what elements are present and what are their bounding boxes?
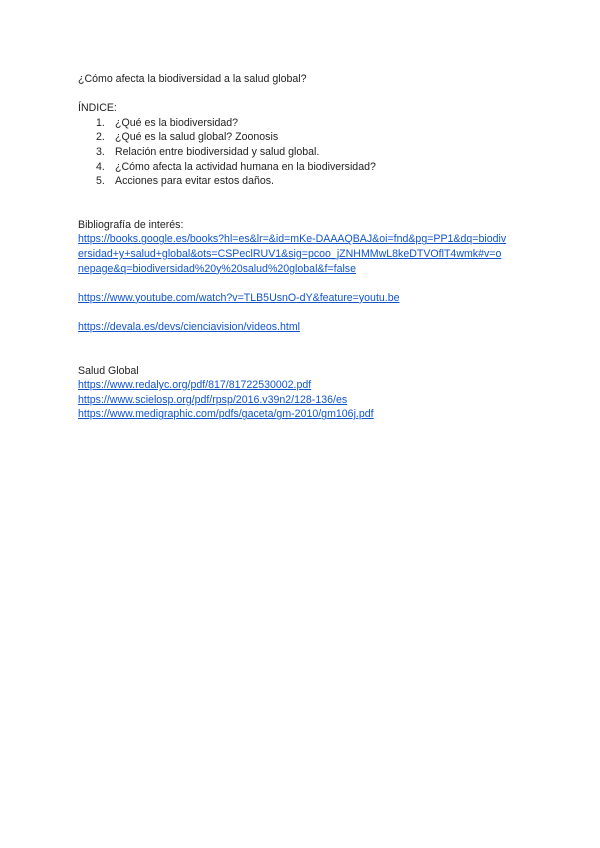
index-item-number: 5. [96,175,105,188]
index-item [78,174,548,189]
document-body [78,72,548,422]
index-list [78,116,548,189]
index-heading: ÍNDICE: [78,102,117,115]
medigraphic-link[interactable]: https://www.medigraphic.com/pdfs/gaceta/gm-2010/gm106j.pdf [78,408,374,421]
index-item-text: ¿Qué es la biodiversidad? [115,116,239,129]
google-books-link-line-2[interactable] [78,247,548,262]
index-item-number: 2. [96,131,105,144]
google-books-link-part-3[interactable]: nepage&q=biodiversidad%20y%20salud%20global&f=false [78,262,356,275]
google-books-link-line-1[interactable] [78,232,548,247]
index-item [78,145,548,160]
index-item-text: ¿Cómo afecta la actividad humana en la biodiversidad? [115,160,376,173]
redalyc-link[interactable]: https://www.redalyc.org/pdf/817/81722530002.pdf [78,379,312,392]
youtube-link[interactable]: https://www.youtube.com/watch?v=TLB5UsnO-dY&feature=youtu.be [78,291,400,304]
index-item [78,116,548,131]
index-item [78,160,548,175]
index-item-text: ¿Qué es la salud global? Zoonosis [115,131,279,144]
salud-global-heading: Salud Global [78,364,139,377]
bibliography-heading: Bibliografía de interés: [78,218,184,231]
google-books-link-part-1[interactable]: https://books.google.es/books?hl=es&lr=&id=mKe-DAAAQBAJ&oi=fnd&pg=PP1&dq=biodiv [78,233,507,246]
google-books-link-line-3[interactable] [78,262,548,277]
devala-link[interactable]: https://devala.es/devs/cienciavision/videos.html [78,320,300,333]
index-item-number: 1. [96,116,105,129]
index-item [78,130,548,145]
index-item-text: Relación entre biodiversidad y salud global. [115,145,320,158]
index-item-number: 4. [96,160,105,173]
index-item-number: 3. [96,145,105,158]
document-title: ¿Cómo afecta la biodiversidad a la salud global? [78,73,307,85]
scielosp-link[interactable]: https://www.scielosp.org/pdf/rpsp/2016.v39n2/128-136/es [78,393,348,406]
google-books-link-part-2[interactable]: ersidad+y+salud+global&ots=CSPeclRUV1&sig=pcoo_jZNHMMwL8keDTVOflT4wmk#v=o [78,247,502,260]
index-item-text: Acciones para evitar estos daños. [115,175,274,188]
